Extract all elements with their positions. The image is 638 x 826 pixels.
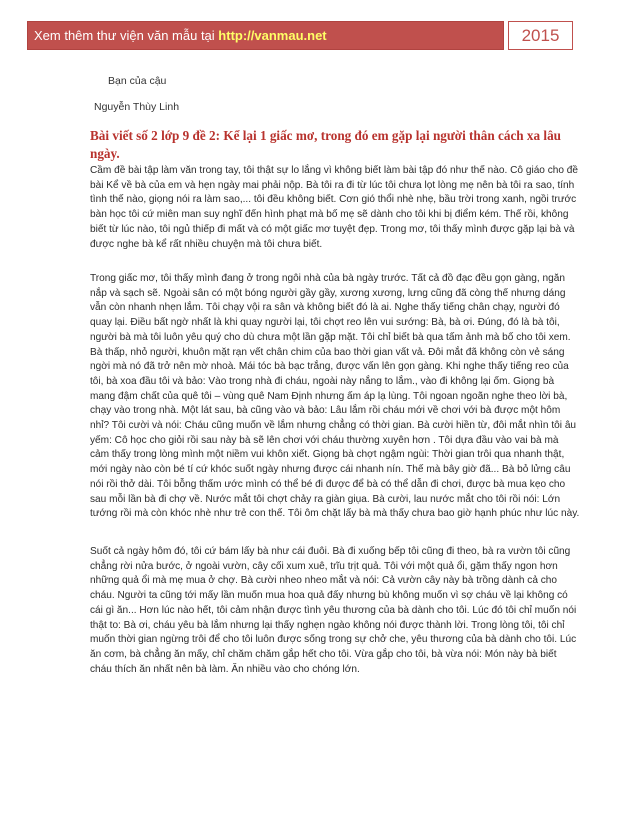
- essay-title: Bài viết số 2 lớp 9 đề 2: Kể lại 1 giấc mơ, trong đó em gặp lại người thân cách xa lâu ngày.: [90, 128, 562, 161]
- page-header: [27, 21, 573, 50]
- signoff-name: Nguyễn Thùy Linh: [94, 101, 180, 113]
- paragraph-2: Trong giấc mơ, tôi thấy mình đang ở trong ngôi nhà của bà ngày trước. Tất cả đồ đạc đều gọn gàng, ngăn nắp và sạch sẽ. Ngoài sân có một bóng người gầy gầy, xương xương, lưng cũng đã còng thế nhưng dáng vẫn còn nhanh nhẹn lắm. Tôi chạy vội ra sân và không biết đó là ai. Nghe thấy tiếng chân chạy, người đó quay lại. Điều bất ngờ nhất là khi quay người lại, tôi chợt reo lên vui sướng: Bà, bà ơi. Đúng, đó là bà tôi, người bà mà tôi luôn yêu quý cho dù chưa một lần gặp mặt. Tôi chỉ biết bà qua tấm ảnh mà bố cho tôi xem. Bà thấp, nhỏ người, khuôn mặt rạn vết chân chim của bao thời gian vất vả. Đôi mắt đã không còn vẻ sáng ngời mà nó đã trở nên mờ nhoà. Mái tóc bà bạc trắng, được vấn lên gọn gàng. Khi nghe thấy tiếng reo của tôi, bà xoa đầu tôi và bảo: Vào trong nhà đi cháu, ngoài này nắng to lắm., vào đi không lại ốm. Giọng bà mang đậm chất của quê tôi – vùng quê Nam Định nhưng ấm áp lạ lùng. Tôi ngoan ngoãn nghe theo lời bà, chạy vào trong nhà. Một lát sau, bà cũng vào và bảo: Lâu lắm rồi cháu mới về chơi với bà được một hôm nhỉ? Tôi cười và nói: Cháu cũng muốn về lắm nhưng chẳng có thời gian. Bà cười hiền từ, đôi mắt nhìn tôi âu yếm: Cô học cho giỏi rồi sau này bà sẽ lên chơi với cháu thường xuyên hơn . Tôi dựa đầu vào vai bà mà cảm thấy trong lòng mình một niềm vui khôn xiết. Giọng bà chợt ngậm ngùi: Thời gian trôi qua nhanh thật, mới ngày nào còn bé tí cứ khóc suốt ngày nhưng được cái nhanh nín. Thế mà bây giờ đã... Bà bỏ lửng câu nói rồi thở dài. Tôi bỗng thấm ước mình có thể bé đi được để bà có thể dẫn đi chơi, được bà mua kẹo cho sau mỗi lần bà đi chợ về. Nước mắt tôi chợt chảy ra giàn giụa. Bà cười, lau nước mắt cho tôi rồi nói: Lớn tướng rồi mà còn khóc nhè như trẻ con thế. Tôi ôm chặt lấy bà mà thấy chưa bao giờ hạnh phúc như lúc này.: [90, 273, 580, 520]
- paragraph-1: Cầm đề bài tập làm văn trong tay, tôi thật sự lo lắng vì không biết làm bài tập đó như thế nào. Cô giáo cho đề bài Kể về bà của em và hẹn ngày mai phải nộp. Bà tôi ra đi từ lúc tôi chưa lọt lòng mẹ nên bà tôi ra sao, tính tình thế nào, giọng nói ra làm sao,... tôi đều không biết. Cơn gió thổi nhè nhẹ, bầu trời trong xanh, ngồi trước bàn học tôi cứ miên man suy nghĩ đến hình phạt mà bố mẹ sẽ dành cho tôi khi bị điểm kém. Thế rồi, không biết từ lúc nào, tôi ngủ thiếp đi mất và có một giấc mơ tuyệt đẹp. Trong mơ, tôi thấy mình được gặp lại bà và được nghe bà kể rất nhiều chuyện mà tôi chưa biết.: [90, 165, 579, 250]
- header-banner: [27, 21, 504, 50]
- header-year: 2015: [508, 21, 573, 50]
- vanmau-link[interactable]: http://vanmau.net: [218, 28, 327, 43]
- paragraph-3: Suốt cả ngày hôm đó, tôi cứ bám lấy bà như cái đuôi. Bà đi xuống bếp tôi cũng đi theo, bà ra vườn tôi cũng chẳng rời nửa bước, ở ngoài vườn, cây cối xum xuê, trĩu trịt quả. Tôi với một quả ổi, gặm thấy ngon hơn những quả ổi mà mẹ mua ở chợ. Bà cười nheo nheo mắt và nói: Cả vườn cây này bà trồng dành cả cho cháu. Người ta cũng tới mấy lần muốn mua hoa quả đấy nhưng bù không muốn vì sợ cháu về lại không có cái gì ăn... Hơn lúc nào hết, tôi cảm nhận được tình yêu thương của bà dành cho tôi. Lúc đó tôi chỉ muốn nói thật to: Bà ơi, cháu yêu bà lắm nhưng lại thấy nghẹn ngào không nói được thành lời. Trong lòng tôi, tôi chỉ muốn thời gian ngừng trôi để cho tôi luôn được sống trong sự chở che, yêu thương của bà dành cho tôi. Lúc ăn cơm, bà chẳng ăn mấy, chỉ chăm chăm gắp hết cho tôi. Vừa gắp cho tôi, bà vừa nói: Món này bà biết cháu thích ăn nhất nên bà làm. Ăn nhiều vào cho chóng lớn.: [90, 546, 577, 675]
- signoff-line1: Bạn của cậu: [108, 75, 167, 87]
- header-prefix: Xem thêm thư viện văn mẫu tại: [34, 28, 219, 43]
